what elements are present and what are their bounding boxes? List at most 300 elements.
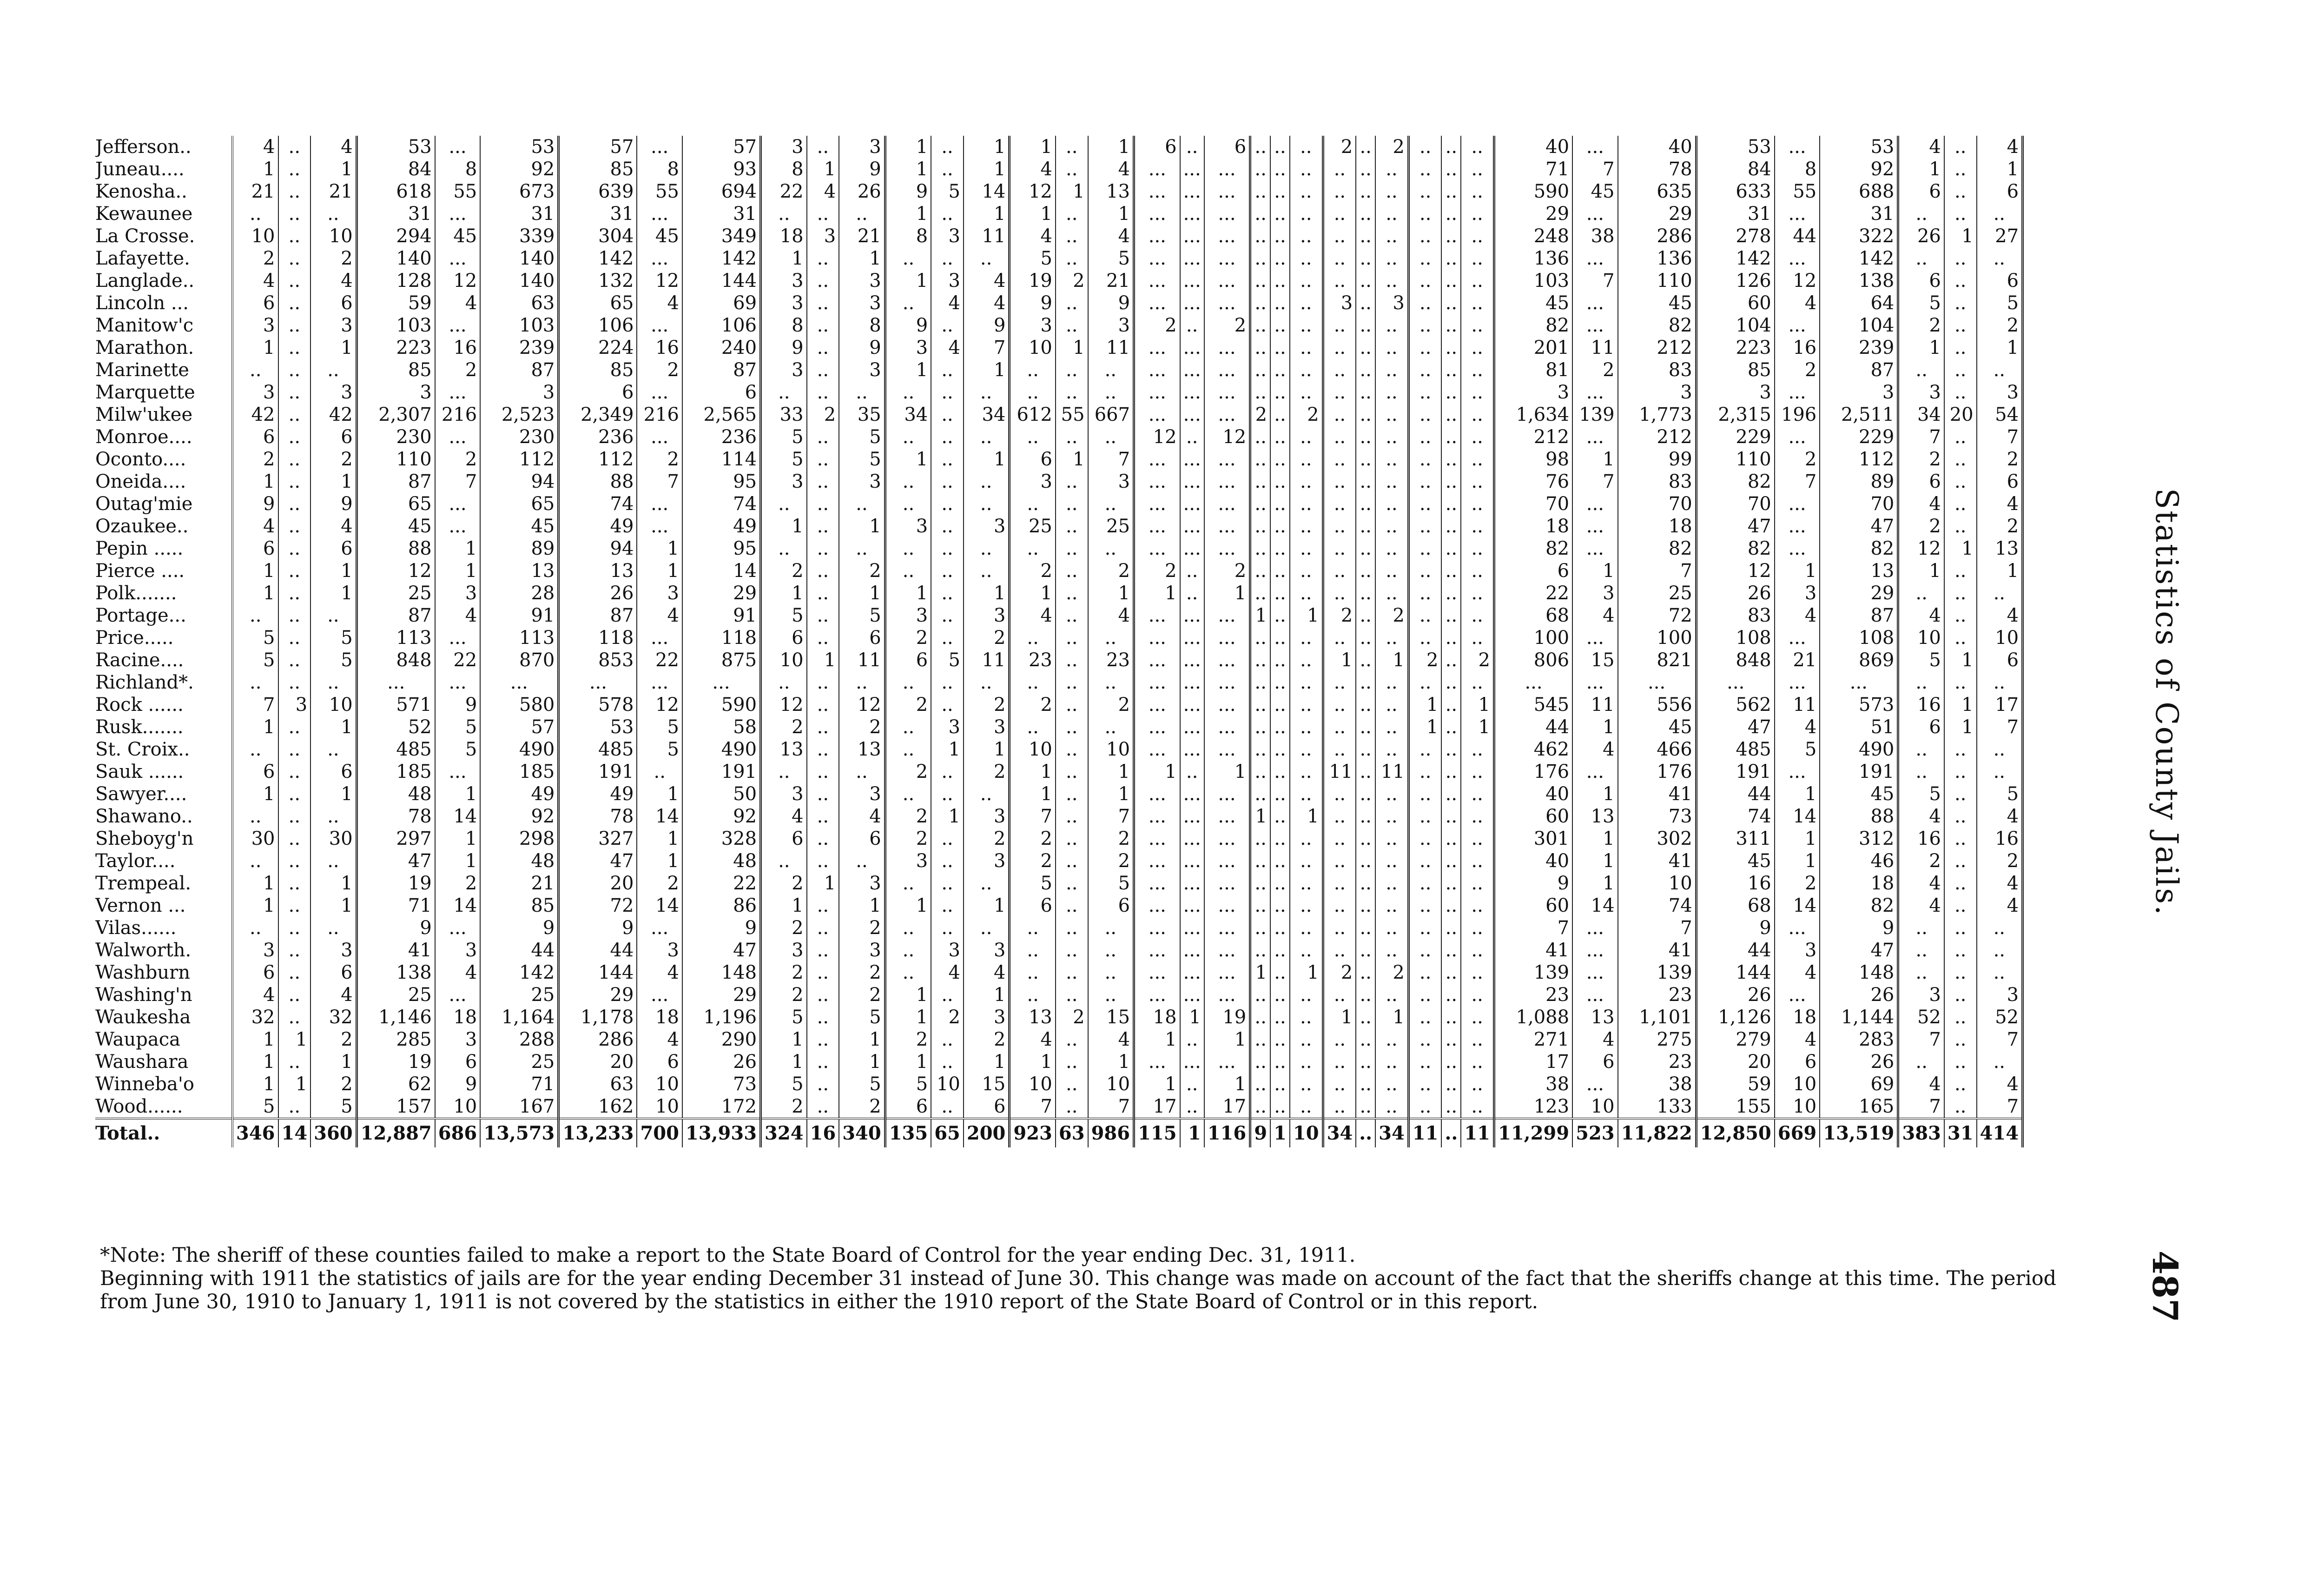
table-cell: ... <box>1180 694 1204 716</box>
table-cell: .. <box>1461 381 1494 404</box>
table-cell: .. <box>1375 426 1408 448</box>
table-cell: 13 <box>1820 560 1898 582</box>
table-cell: 1,126 <box>1696 1006 1775 1028</box>
table-cell: .. <box>278 247 311 270</box>
table-cell: 3 <box>761 939 807 961</box>
table-cell: 45 <box>435 225 481 247</box>
table-cell: .. <box>1270 404 1290 426</box>
table-cell: .. <box>1977 247 2023 270</box>
table-cell: 2 <box>761 917 807 939</box>
table-cell: 5 <box>1088 872 1134 895</box>
table-cell: 6 <box>839 828 885 850</box>
table-cell: 13,233 <box>559 1119 637 1147</box>
county-name: Racine.... <box>95 649 232 671</box>
table-cell: 2 <box>1775 359 1820 381</box>
table-cell: 3 <box>435 582 481 604</box>
table-cell: 14 <box>1775 895 1820 917</box>
table-cell: 1 <box>278 1073 311 1095</box>
table-cell: 29 <box>1820 582 1898 604</box>
table-cell: ... <box>1134 984 1180 1006</box>
table-cell: ... <box>1572 537 1618 560</box>
table-cell: 9 <box>839 337 885 359</box>
table-cell: .. <box>1056 493 1088 515</box>
table-cell: 1 <box>435 850 481 872</box>
table-cell: 82 <box>1494 314 1572 337</box>
table-cell: 5 <box>761 1073 807 1095</box>
table-cell: .. <box>1461 783 1494 805</box>
table-cell: .. <box>807 939 839 961</box>
table-cell: 49 <box>682 515 761 537</box>
table-cell: .. <box>1250 627 1270 649</box>
table-cell: 7 <box>1775 470 1820 493</box>
table-cell: .. <box>1323 805 1356 828</box>
table-cell: .. <box>1375 917 1408 939</box>
table-cell: 1 <box>1204 582 1250 604</box>
table-cell: .. <box>807 1051 839 1073</box>
table-cell: 2 <box>310 1028 357 1051</box>
county-name: Marathon. <box>95 337 232 359</box>
table-cell: .. <box>1088 381 1134 404</box>
table-cell: 7 <box>1977 716 2023 738</box>
table-cell: 14 <box>1572 895 1618 917</box>
table-cell: 3 <box>761 470 807 493</box>
table-cell: 1 <box>1323 1006 1356 1028</box>
table-cell: 70 <box>1618 493 1697 515</box>
table-cell: ... <box>1180 805 1204 828</box>
table-cell: .. <box>964 872 1010 895</box>
table-cell: 48 <box>480 850 559 872</box>
table-cell: ... <box>1572 292 1618 314</box>
table-cell: 41 <box>1494 939 1572 961</box>
table-cell: 82 <box>1494 537 1572 560</box>
county-name: Washburn <box>95 961 232 984</box>
table-cell: .. <box>1944 426 1977 448</box>
table-cell: 1 <box>435 537 481 560</box>
table-cell: 1 <box>232 783 278 805</box>
table-cell: 45 <box>1618 292 1697 314</box>
table-cell: 3 <box>637 939 682 961</box>
table-cell: 20 <box>559 872 637 895</box>
table-cell: 9 <box>885 180 931 203</box>
table-cell: 16 <box>637 337 682 359</box>
table-cell: ... <box>682 671 761 694</box>
table-cell: 95 <box>682 537 761 560</box>
table-cell: .. <box>278 560 311 582</box>
table-cell: ... <box>1134 961 1180 984</box>
table-cell: 2 <box>1088 828 1134 850</box>
table-cell: 12,850 <box>1696 1119 1775 1147</box>
table-cell: 49 <box>480 783 559 805</box>
table-cell: .. <box>1375 1028 1408 1051</box>
table-cell: .. <box>1290 136 1323 158</box>
table-cell: 5 <box>1010 247 1056 270</box>
table-cell: 590 <box>1494 180 1572 203</box>
table-cell: .. <box>931 1051 964 1073</box>
table-cell: 73 <box>682 1073 761 1095</box>
table-cell: .. <box>839 381 885 404</box>
table-cell: 2 <box>1204 314 1250 337</box>
table-cell: 3 <box>278 694 311 716</box>
table-cell: 2 <box>1204 560 1250 582</box>
table-cell: 13 <box>761 738 807 761</box>
table-cell: .. <box>1408 783 1441 805</box>
table-cell: 3 <box>761 783 807 805</box>
table-cell: 33 <box>761 404 807 426</box>
table-cell: .. <box>1375 671 1408 694</box>
table-cell: .. <box>1944 1095 1977 1119</box>
table-cell: 248 <box>1494 225 1572 247</box>
table-cell: 47 <box>559 850 637 872</box>
table-cell: 74 <box>1696 805 1775 828</box>
table-cell: 89 <box>480 537 559 560</box>
table-cell: .. <box>1356 783 1375 805</box>
table-row <box>95 515 2023 537</box>
table-cell: 6 <box>761 828 807 850</box>
table-cell: 9 <box>1250 1119 1270 1147</box>
table-cell: 821 <box>1618 649 1697 671</box>
table-cell: ... <box>1572 314 1618 337</box>
table-cell: .. <box>931 203 964 225</box>
table-cell: 3 <box>839 939 885 961</box>
table-cell: .. <box>1944 939 1977 961</box>
table-cell: 138 <box>1820 270 1898 292</box>
table-cell: 18 <box>761 225 807 247</box>
table-cell: 3 <box>839 470 885 493</box>
table-cell: ... <box>1134 872 1180 895</box>
table-cell: 4 <box>1088 1028 1134 1051</box>
table-cell: .. <box>1898 247 1944 270</box>
table-cell: 6 <box>559 381 637 404</box>
table-cell: .. <box>1356 984 1375 1006</box>
table-cell: .. <box>964 783 1010 805</box>
table-cell: ... <box>1204 404 1250 426</box>
table-cell: 45 <box>357 515 435 537</box>
table-cell: ... <box>1180 850 1204 872</box>
table-cell: 4 <box>931 337 964 359</box>
table-cell: 3 <box>1010 314 1056 337</box>
table-cell: 349 <box>682 225 761 247</box>
table-cell: 2 <box>1134 314 1180 337</box>
table-cell: ... <box>1572 493 1618 515</box>
table-cell: 286 <box>1618 225 1697 247</box>
table-cell: 3 <box>310 381 357 404</box>
table-cell: .. <box>1010 939 1056 961</box>
table-cell: .. <box>1250 426 1270 448</box>
table-cell: 142 <box>1820 247 1898 270</box>
table-cell: .. <box>310 203 357 225</box>
table-cell: 11 <box>1572 337 1618 359</box>
table-cell: .. <box>931 627 964 649</box>
table-cell: 68 <box>1494 604 1572 627</box>
table-cell: 14 <box>435 805 481 828</box>
table-cell: 126 <box>1696 270 1775 292</box>
table-cell: 23 <box>1088 649 1134 671</box>
table-cell: .. <box>807 493 839 515</box>
table-cell: 1 <box>885 203 931 225</box>
table-cell: 1 <box>1088 203 1134 225</box>
table-cell: .. <box>1056 582 1088 604</box>
table-cell: 3 <box>807 225 839 247</box>
table-cell: .. <box>1375 939 1408 961</box>
table-cell: .. <box>1356 337 1375 359</box>
table-cell: .. <box>1270 381 1290 404</box>
county-name: Waukesha <box>95 1006 232 1028</box>
table-cell: .. <box>1250 381 1270 404</box>
table-cell: .. <box>807 270 839 292</box>
table-cell: 4 <box>1088 158 1134 180</box>
table-cell: 26 <box>1696 582 1775 604</box>
table-cell: .. <box>310 359 357 381</box>
table-cell: .. <box>278 314 311 337</box>
table-cell: .. <box>1461 1073 1494 1095</box>
table-cell: 2 <box>964 761 1010 783</box>
table-cell: 212 <box>1618 337 1697 359</box>
table-cell: 92 <box>480 158 559 180</box>
table-cell: 1 <box>807 649 839 671</box>
table-cell: 7 <box>1572 270 1618 292</box>
table-cell: 29 <box>682 582 761 604</box>
table-cell: 106 <box>682 314 761 337</box>
table-cell: .. <box>807 961 839 984</box>
table-cell: .. <box>839 537 885 560</box>
table-cell: 63 <box>559 1073 637 1095</box>
table-cell: 82 <box>1696 470 1775 493</box>
table-cell: ... <box>1134 158 1180 180</box>
table-cell: .. <box>1250 1095 1270 1119</box>
table-cell: 155 <box>1696 1095 1775 1119</box>
table-cell: .. <box>1270 448 1290 470</box>
table-cell: .. <box>807 627 839 649</box>
table-cell: ... <box>1134 828 1180 850</box>
table-cell: ... <box>1204 872 1250 895</box>
table-cell: .. <box>1898 939 1944 961</box>
table-cell: 69 <box>1820 1073 1898 1095</box>
table-cell: 82 <box>1696 537 1775 560</box>
table-cell: ... <box>1572 984 1618 1006</box>
table-cell: 9 <box>1494 872 1572 895</box>
table-cell: 74 <box>1618 895 1697 917</box>
table-cell: .. <box>1977 671 2023 694</box>
table-cell: .. <box>1270 1095 1290 1119</box>
table-cell: 40 <box>1618 136 1697 158</box>
table-cell: .. <box>1088 939 1134 961</box>
table-cell: .. <box>1375 984 1408 1006</box>
table-cell: .. <box>1461 917 1494 939</box>
table-cell: 14 <box>637 805 682 828</box>
table-cell: ... <box>1204 270 1250 292</box>
table-cell: 5 <box>885 1073 931 1095</box>
table-cell: 360 <box>310 1119 357 1147</box>
table-cell: .. <box>1056 604 1088 627</box>
table-cell: .. <box>1088 917 1134 939</box>
county-name: Oconto.... <box>95 448 232 470</box>
table-cell: 6 <box>1898 716 1944 738</box>
table-cell: 4 <box>1977 805 2023 828</box>
table-cell: 108 <box>1820 627 1898 649</box>
table-cell: 23 <box>1010 649 1056 671</box>
table-cell: .. <box>1408 292 1441 314</box>
table-cell: .. <box>1270 649 1290 671</box>
table-cell: 11,299 <box>1494 1119 1572 1147</box>
table-cell: .. <box>1898 671 1944 694</box>
table-cell: 21 <box>480 872 559 895</box>
table-cell: 340 <box>839 1119 885 1147</box>
table-cell: 8 <box>435 158 481 180</box>
table-cell: .. <box>1441 537 1461 560</box>
table-cell: .. <box>1250 984 1270 1006</box>
table-cell: .. <box>1056 783 1088 805</box>
table-cell: .. <box>807 828 839 850</box>
table-cell: 1 <box>310 560 357 582</box>
table-cell: .. <box>1461 225 1494 247</box>
table-row <box>95 604 2023 627</box>
table-cell: 3 <box>1898 984 1944 1006</box>
table-cell: .. <box>807 738 839 761</box>
table-cell: 2 <box>435 448 481 470</box>
table-cell: 10 <box>637 1095 682 1119</box>
table-cell: 4 <box>1775 961 1820 984</box>
table-cell: .. <box>761 671 807 694</box>
table-row <box>95 805 2023 828</box>
table-cell: 490 <box>480 738 559 761</box>
table-cell: 110 <box>1618 270 1697 292</box>
table-cell: 4 <box>435 961 481 984</box>
table-cell: ... <box>1180 493 1204 515</box>
table-cell: .. <box>1290 627 1323 649</box>
table-cell: ... <box>637 426 682 448</box>
table-cell: 40 <box>1494 136 1572 158</box>
table-cell: 13,573 <box>480 1119 559 1147</box>
table-cell: 191 <box>682 761 761 783</box>
table-cell: ... <box>559 671 637 694</box>
table-cell: .. <box>1408 381 1441 404</box>
table-cell: 346 <box>232 1119 278 1147</box>
table-cell: .. <box>1408 225 1441 247</box>
table-cell: 6 <box>761 627 807 649</box>
table-cell: 283 <box>1820 1028 1898 1051</box>
table-cell: .. <box>1010 537 1056 560</box>
table-cell: 11 <box>1461 1119 1494 1147</box>
table-cell: 10 <box>931 1073 964 1095</box>
table-cell: 1 <box>1775 560 1820 582</box>
table-cell: 1 <box>1088 761 1134 783</box>
table-cell: 144 <box>1696 961 1775 984</box>
table-cell: 26 <box>1898 225 1944 247</box>
table-cell: .. <box>807 1095 839 1119</box>
table-cell: .. <box>807 470 839 493</box>
table-cell: 239 <box>480 337 559 359</box>
table-cell: 142 <box>480 961 559 984</box>
table-cell: .. <box>278 828 311 850</box>
table-cell: 485 <box>559 738 637 761</box>
table-cell: 6 <box>310 426 357 448</box>
county-name: Price..... <box>95 627 232 649</box>
table-cell: ... <box>480 671 559 694</box>
table-cell: 4 <box>310 136 357 158</box>
table-cell: 230 <box>357 426 435 448</box>
table-cell: .. <box>1323 1095 1356 1119</box>
table-cell: 7 <box>1010 1095 1056 1119</box>
table-cell: 5 <box>1898 292 1944 314</box>
county-name: Richland*. <box>95 671 232 694</box>
table-cell: 22 <box>435 649 481 671</box>
table-cell: 157 <box>357 1095 435 1119</box>
table-cell: .. <box>278 716 311 738</box>
table-cell: 322 <box>1820 225 1898 247</box>
table-cell: .. <box>931 470 964 493</box>
table-cell: 4 <box>1977 872 2023 895</box>
table-cell: 4 <box>637 961 682 984</box>
table-cell: 1 <box>1088 582 1134 604</box>
table-cell: .. <box>1356 381 1375 404</box>
table-cell: 2,565 <box>682 404 761 426</box>
table-cell: 1 <box>1977 158 2023 180</box>
table-cell: 2 <box>839 917 885 939</box>
table-cell: .. <box>1441 1006 1461 1028</box>
table-cell: .. <box>1375 560 1408 582</box>
table-cell: .. <box>1356 671 1375 694</box>
table-cell: 87 <box>480 359 559 381</box>
table-cell: 60 <box>1494 895 1572 917</box>
table-cell: .. <box>1441 560 1461 582</box>
table-cell: 13 <box>1088 180 1134 203</box>
table-cell: 1 <box>1010 203 1056 225</box>
table-cell: 23 <box>1618 1051 1697 1073</box>
table-cell: 1 <box>232 582 278 604</box>
table-cell: 5 <box>637 716 682 738</box>
table-cell: 462 <box>1494 738 1572 761</box>
table-cell: .. <box>1441 1051 1461 1073</box>
table-cell: 4 <box>1898 493 1944 515</box>
table-cell: 31 <box>559 203 637 225</box>
table-cell: .. <box>278 426 311 448</box>
table-cell: 6 <box>1010 895 1056 917</box>
table-cell: 1 <box>1944 694 1977 716</box>
table-cell: 115 <box>1134 1119 1180 1147</box>
table-cell: ... <box>1180 180 1204 203</box>
table-cell: .. <box>807 1028 839 1051</box>
table-cell: .. <box>1056 203 1088 225</box>
table-cell: 2 <box>1323 604 1356 627</box>
table-cell: 93 <box>682 158 761 180</box>
table-cell: .. <box>1441 671 1461 694</box>
table-cell: ... <box>1134 359 1180 381</box>
table-cell: .. <box>1441 984 1461 1006</box>
table-cell: .. <box>1250 470 1270 493</box>
table-cell: .. <box>1356 716 1375 738</box>
table-cell: ... <box>1775 136 1820 158</box>
table-cell: 11 <box>964 225 1010 247</box>
table-cell: 29 <box>682 984 761 1006</box>
table-cell: 1 <box>1204 1073 1250 1095</box>
table-cell: 6 <box>1977 470 2023 493</box>
table-cell: .. <box>1375 694 1408 716</box>
table-cell: 4 <box>1775 604 1820 627</box>
table-cell: 118 <box>559 627 637 649</box>
table-cell: ... <box>1775 203 1820 225</box>
table-cell: 3 <box>931 716 964 738</box>
table-cell: .. <box>1408 984 1441 1006</box>
table-cell: 52 <box>357 716 435 738</box>
table-cell: .. <box>964 493 1010 515</box>
table-cell: 1 <box>964 136 1010 158</box>
table-cell: .. <box>807 381 839 404</box>
table-cell: .. <box>1461 761 1494 783</box>
table-cell: ... <box>1204 917 1250 939</box>
table-cell: 5 <box>232 649 278 671</box>
table-cell: 4 <box>1898 1073 1944 1095</box>
table-cell: 3 <box>357 381 435 404</box>
